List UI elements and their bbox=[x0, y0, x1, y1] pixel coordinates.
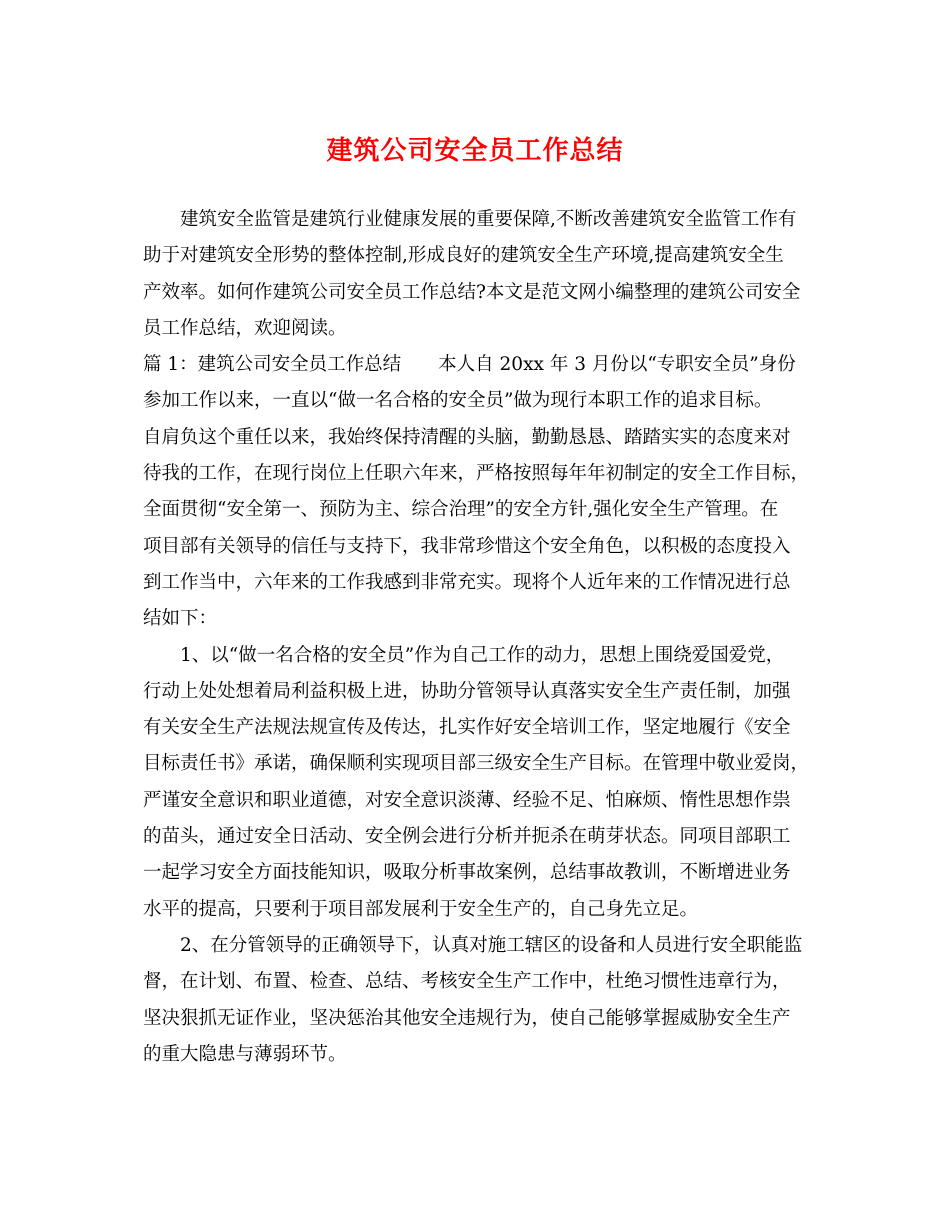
text-line: 的苗头，通过安全日活动、安全例会进行分析并扼杀在萌芽状态。同项目部职工 bbox=[143, 826, 791, 848]
text-line: 坚决狠抓无证作业，坚决惩治其他安全违规行为，使自己能够掌握威胁安全生产 bbox=[143, 1007, 791, 1029]
text-line: 一起学习安全方面技能知识，吸取分析事故案例，总结事故教训，不断增进业务 bbox=[143, 862, 791, 884]
text-line: 待我的工作，在现行岗位上任职六年来，严格按照每年年初制定的安全工作目标， bbox=[143, 463, 810, 485]
text-line: 1、以“做一名合格的安全员”作为自己工作的动力，思想上围绕爱国爱党， bbox=[143, 644, 785, 666]
text-line: 的重大隐患与薄弱环节。 bbox=[143, 1043, 347, 1065]
text-line: 结如下： bbox=[143, 608, 218, 630]
text-line: 2、在分管领导的正确领导下，认真对施工辖区的设备和人员进行安全职能监 bbox=[143, 934, 803, 956]
part1-paragraph bbox=[143, 347, 813, 637]
text-line: 助于对建筑安全形势的整体控制,形成良好的建筑安全生产环境,提高建筑安全生 bbox=[143, 245, 784, 267]
document-title: 建筑公司安全员工作总结 bbox=[326, 136, 624, 166]
text-line: 严谨安全意识和职业道德，对安全意识淡薄、经验不足、怕麻烦、惰性思想作祟 bbox=[143, 789, 791, 811]
text-line: 篇 1：建筑公司安全员工作总结 本人自 20xx 年 3 月份以“专职安全员”身份 bbox=[143, 354, 796, 376]
text-line: 水平的提高，只要利于项目部发展利于安全生产的，自己身先立足。 bbox=[143, 898, 699, 920]
item2-paragraph bbox=[143, 928, 813, 1073]
text-line: 督，在计划、布置、检查、总结、考核安全生产工作中，杜绝习惯性违章行为， bbox=[143, 971, 791, 993]
item1-paragraph bbox=[143, 638, 813, 928]
text-line: 行动上处处想着局利益积极上进，协助分管领导认真落实安全生产责任制，加强 bbox=[143, 680, 791, 702]
document-body bbox=[143, 202, 813, 1073]
text-line: 项目部有关领导的信任与支持下，我非常珍惜这个安全角色，以积极的态度投入 bbox=[143, 535, 791, 557]
text-line: 参加工作以来，一直以“做一名合格的安全员”做为现行本职工作的追求目标。 bbox=[143, 390, 773, 412]
text-line: 有关安全生产法规法规宣传及传达，扎实作好安全培训工作，坚定地履行《安全 bbox=[143, 717, 791, 739]
text-line: 自肩负这个重任以来，我始终保持清醒的头脑，勤勤恳恳、踏踏实实的态度来对 bbox=[143, 426, 791, 448]
text-line: 目标责任书》承诺，确保顺利实现项目部三级安全生产目标。在管理中敬业爱岗， bbox=[143, 753, 810, 775]
text-line: 建筑安全监管是建筑行业健康发展的重要保障,不断改善建筑安全监管工作有 bbox=[143, 209, 797, 230]
text-line: 产效率。如何作建筑公司安全员工作总结?本文是范文网小编整理的建筑公司安全 bbox=[143, 281, 801, 303]
text-line: 员工作总结，欢迎阅读。 bbox=[143, 317, 347, 339]
text-line: 到工作当中，六年来的工作我感到非常充实。现将个人近年来的工作情况进行总 bbox=[143, 571, 791, 593]
intro-paragraph bbox=[143, 202, 813, 347]
text-line: 全面贯彻“安全第一、预防为主、综合治理”的安全方针,强化安全生产管理。在 bbox=[143, 499, 779, 521]
